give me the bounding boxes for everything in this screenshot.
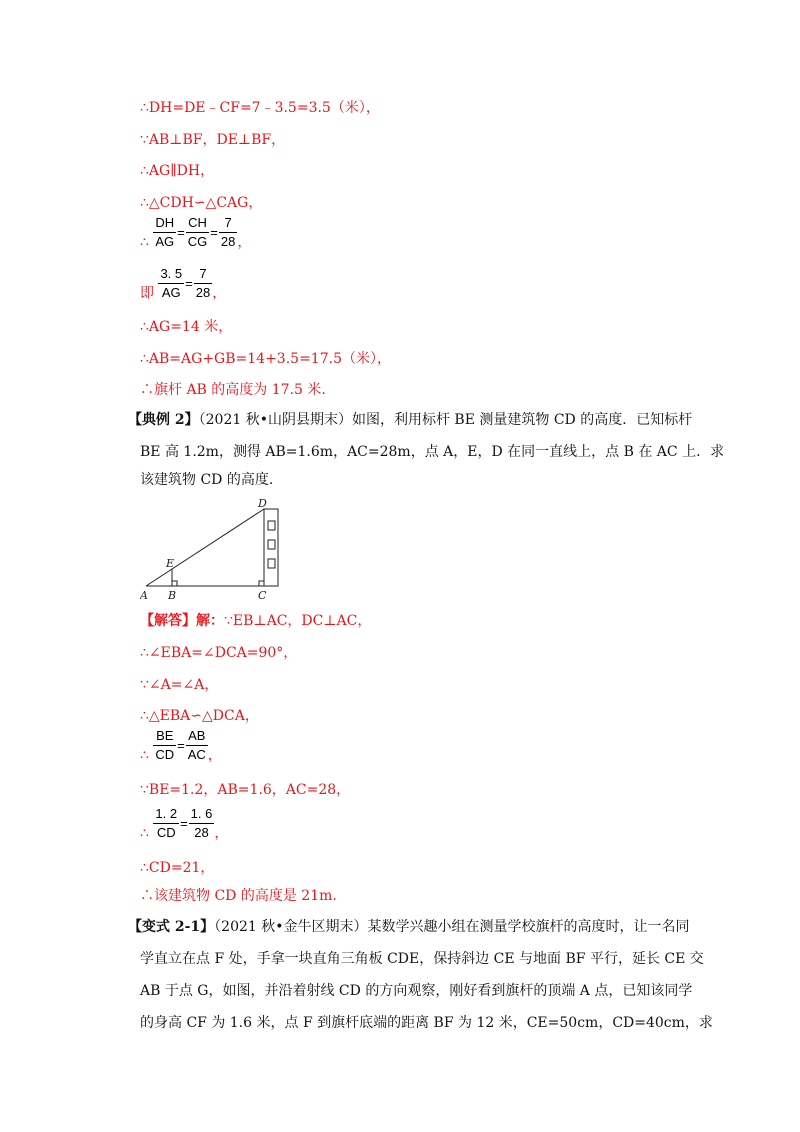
punctuation: ，	[214, 825, 229, 842]
fraction-equation: ∴ $\frac{1. 2}{CD}$ = $\frac{1. 6}{28}$ ，	[140, 806, 229, 842]
solution-line: ∴AG∥DH，	[140, 163, 215, 179]
problem-text: 学直立在点 F 处，手拿一块直角三角板 CDE，保持斜边 CE 与地面 BF 平行，延长 CE 交	[140, 951, 704, 967]
fraction-numerator: CH	[186, 215, 210, 233]
therefore-symbol: ∴	[140, 825, 149, 842]
label-a: A	[140, 589, 148, 602]
solution-line: ∵AB⊥BF，DE⊥BF，	[140, 132, 286, 148]
solution-line: ∴AG=14 米，	[140, 319, 233, 335]
solution-line: ∴∠EBA=∠DCA=90°，	[140, 645, 298, 661]
fraction-numerator: AB	[186, 728, 208, 746]
problem-text: （2021 秋•金牛区期末）某数学兴趣小组在测量学校旗杆的高度时，让一名同	[214, 919, 690, 935]
solution-line: ∴DH=DE﹣CF=7﹣3.5=3.5（米），	[140, 100, 380, 116]
problem-text: 该建筑物 CD 的高度.	[140, 472, 274, 488]
problem-text: 的身高 CF 为 1.6 米，点 F 到旗杆底端的距离 BF 为 12 米，CE=50cm，CD=40cm，求	[140, 1015, 713, 1031]
right-angle-mark-b	[172, 581, 177, 586]
fraction-denominator: AG	[161, 285, 181, 300]
fraction-numerator: 3. 5	[158, 266, 184, 284]
fraction-equation: ∴ $\frac{BE}{CD}$ = $\frac{AB}{AC}$ ，	[140, 728, 222, 764]
solution-line: ∵∠A=∠A，	[140, 677, 219, 693]
example-label: 【典例 2】	[128, 412, 199, 428]
fraction-numerator: 7	[219, 215, 237, 233]
geometry-diagram	[140, 495, 290, 605]
fraction-numerator: 7	[194, 266, 212, 284]
solution-line: ∴CD=21，	[140, 860, 215, 876]
solution-line: ∴旗杆 AB 的高度为 17.5 米.	[140, 382, 326, 398]
solution-line	[140, 612, 371, 630]
therefore-symbol: ∴	[140, 747, 149, 764]
fraction-equation: ∴ $\frac{DH}{AG}$ = $\frac{CH}{CG}$ = $\frac{7}{28}$ ，	[140, 215, 252, 251]
punctuation: ，	[237, 234, 252, 251]
problem-text: （2021 秋•山阴县期末）如图，利用标杆 BE 测量建筑物 CD 的高度．已知标杆	[198, 412, 693, 428]
punctuation: ，	[212, 285, 227, 302]
fraction-numerator: BE	[153, 728, 176, 746]
label-e: E	[166, 557, 175, 570]
fraction-equation: 即 $\frac{3. 5}{AG}$ = $\frac{7}{28}$ ，	[140, 266, 227, 302]
fraction-denominator: 28	[194, 825, 209, 840]
sight-line-ad	[146, 509, 264, 586]
fraction-denominator: AG	[155, 234, 175, 249]
solution-line: ∴该建筑物 CD 的高度是 21m.	[140, 888, 337, 904]
fraction-denominator: 28	[220, 234, 236, 249]
fraction-denominator: CD	[156, 825, 176, 840]
example-problem-line	[128, 411, 692, 429]
solution-line: ∵BE=1.2，AB=1.6，AC=28，	[140, 782, 351, 798]
label-d: D	[258, 497, 267, 510]
fraction-denominator: CD	[155, 747, 175, 762]
problem-text: BE 高 1.2m，测得 AB=1.6m，AC=28m，点 A，E，D 在同一直线上，点 B 在 AC 上．求	[140, 444, 725, 460]
prefix-word: 即	[140, 285, 154, 302]
fraction-denominator: CG	[187, 234, 208, 249]
label-b: B	[168, 589, 177, 602]
fraction-numerator: 1. 6	[189, 806, 215, 824]
label-c: C	[258, 589, 267, 602]
building-window	[268, 559, 275, 568]
solution-line: ∴AB=AG+GB=14+3.5=17.5（米），	[140, 351, 391, 367]
building-window	[268, 521, 275, 530]
right-angle-mark-c	[259, 581, 264, 586]
building-window	[268, 540, 275, 549]
variant-label: 【变式 2-1】	[128, 919, 215, 935]
variant-problem-line	[128, 918, 690, 936]
solution-text: ∵EB⊥AC，DC⊥AC，	[224, 613, 372, 629]
fraction-numerator: DH	[153, 215, 176, 233]
fraction-denominator: AC	[187, 747, 206, 762]
fraction-numerator: 1. 2	[153, 806, 179, 824]
therefore-symbol: ∴	[140, 234, 149, 251]
punctuation: ，	[207, 747, 222, 764]
problem-text: AB 于点 G，如图，并沿着射线 CD 的方向观察，刚好看到旗杆的顶端 A 点，已知该同学	[140, 983, 693, 999]
solution-line: ∴△EBA∽△DCA，	[140, 708, 259, 724]
fraction-denominator: 28	[195, 285, 211, 300]
solution-line: ∴△CDH∽△CAG，	[140, 195, 263, 211]
answer-label: 【解答】解：	[140, 613, 224, 629]
